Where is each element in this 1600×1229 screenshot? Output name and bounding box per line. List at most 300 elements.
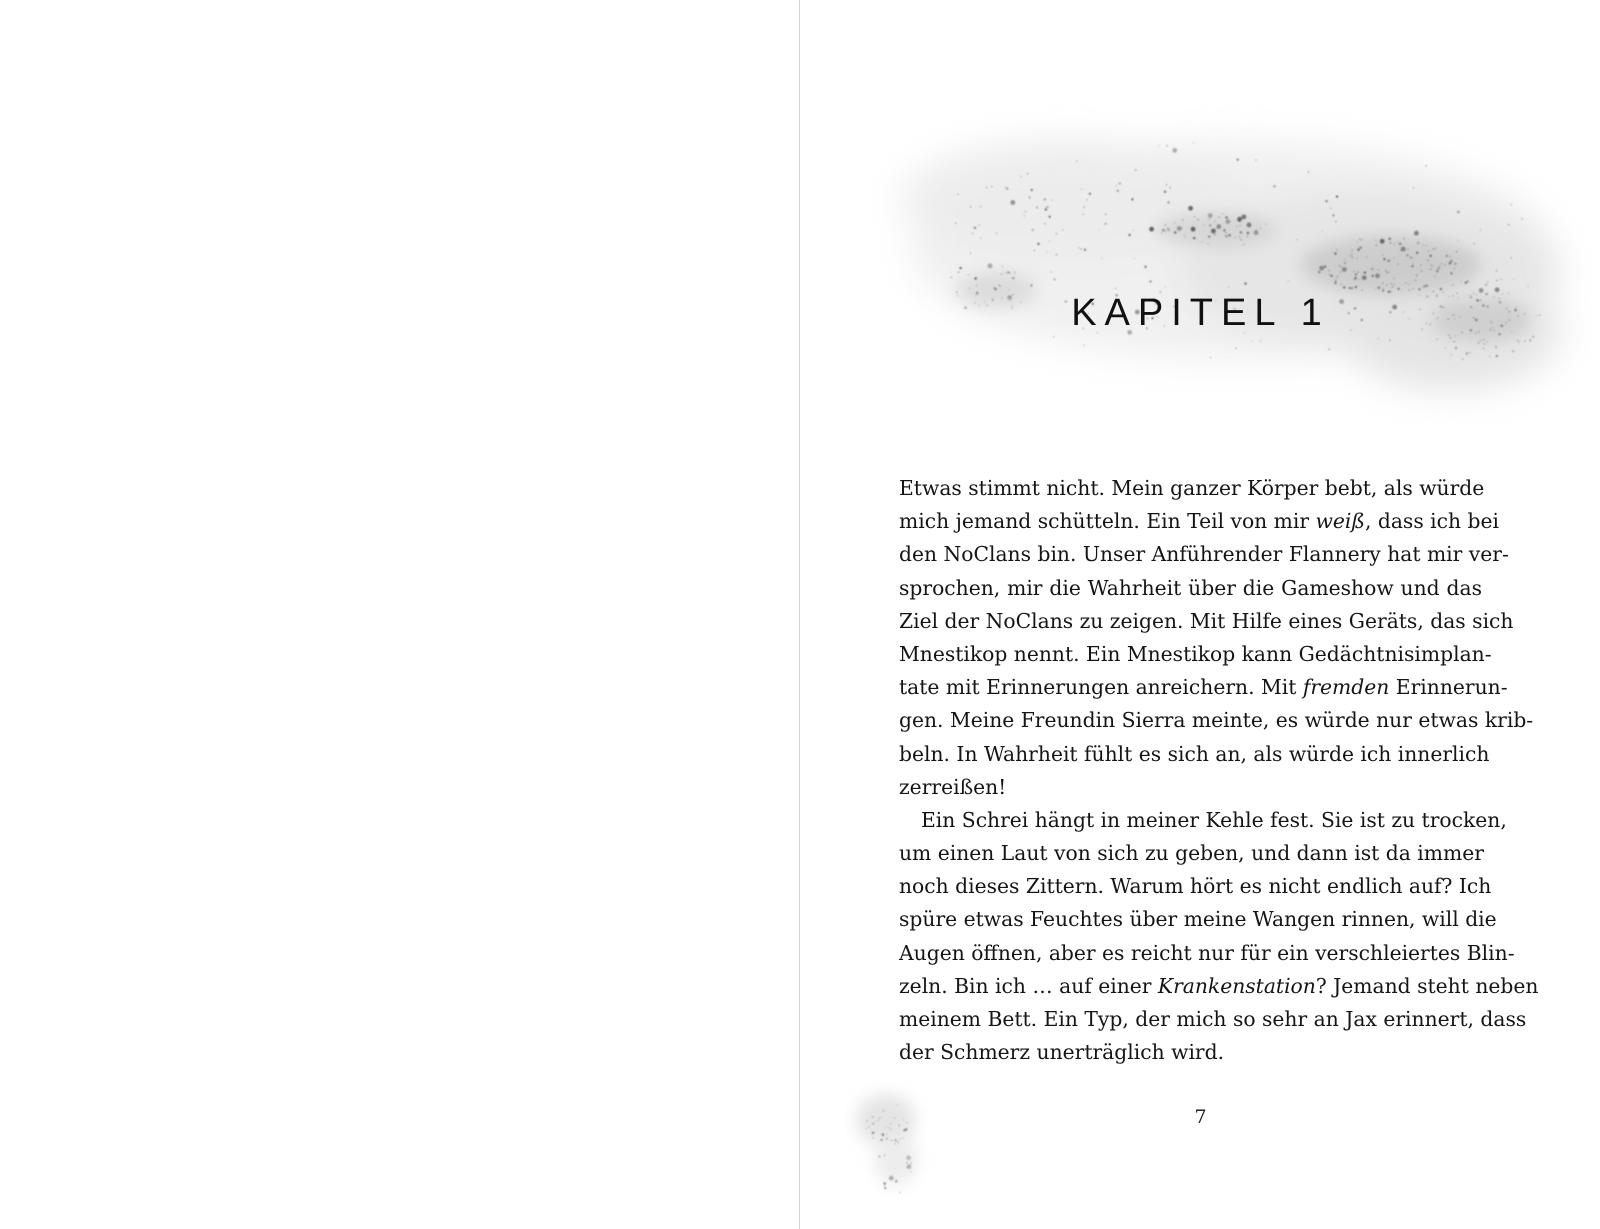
- star-dot: [993, 287, 994, 288]
- star-dot: [1203, 224, 1204, 225]
- star-dot: [1225, 216, 1227, 218]
- star-dot: [1342, 267, 1347, 272]
- star-dot: [1236, 226, 1237, 227]
- star-dot: [1178, 228, 1179, 229]
- star-dot: [1445, 264, 1446, 265]
- star-dot: [1371, 268, 1373, 270]
- star-dot: [1218, 228, 1219, 229]
- star-dot: [1247, 236, 1248, 237]
- star-dot: [1056, 233, 1057, 234]
- star-dot: [1484, 343, 1485, 344]
- star-dot: [1044, 223, 1045, 224]
- star-dot: [1340, 266, 1341, 267]
- star-dot: [1415, 280, 1416, 281]
- star-dot: [1501, 279, 1502, 280]
- star-dot: [1434, 276, 1435, 277]
- star-dot: [1260, 228, 1261, 229]
- star-dot: [1399, 243, 1401, 245]
- star-dot: [895, 1143, 896, 1144]
- star-dot: [1169, 230, 1170, 231]
- star-dot: [1412, 263, 1413, 264]
- star-dot: [1450, 337, 1451, 338]
- star-dot: [1445, 348, 1446, 349]
- star-dot: [1393, 284, 1394, 285]
- star-dot: [1216, 224, 1221, 229]
- star-dot: [1161, 232, 1162, 233]
- text-line: der Schmerz unerträglich wird.: [899, 1040, 1225, 1065]
- star-dot: [910, 1171, 911, 1172]
- star-dot: [988, 264, 993, 269]
- text-line: Etwas stimmt nicht. Mein ganzer Körper bebt, als würde: [899, 476, 1485, 500]
- star-dot: [1053, 336, 1054, 337]
- star-dot: [1332, 214, 1334, 216]
- star-dot: [1219, 217, 1220, 218]
- star-dot: [1466, 352, 1468, 354]
- star-dot: [1164, 191, 1166, 193]
- star-dot: [1239, 236, 1240, 237]
- star-dot: [1352, 257, 1353, 258]
- star-dot: [884, 1187, 886, 1189]
- star-dot: [1025, 211, 1026, 212]
- star-dot: [1049, 241, 1050, 242]
- chapter-title: KAPITEL 1: [1071, 292, 1330, 334]
- star-dot: [1225, 235, 1227, 237]
- star-dot: [1449, 262, 1451, 264]
- star-dot: [1361, 239, 1362, 240]
- star-dot: [1116, 185, 1117, 186]
- star-dot: [1048, 206, 1049, 207]
- star-dot: [1001, 274, 1002, 275]
- star-dot: [1237, 159, 1239, 161]
- chapter-body-text: [899, 472, 1539, 1069]
- star-dot: [1437, 339, 1438, 340]
- star-dot: [907, 1164, 912, 1169]
- star-dot: [1182, 219, 1183, 220]
- star-dot: [998, 285, 999, 286]
- star-dot: [1435, 248, 1436, 249]
- star-dot: [980, 206, 981, 207]
- star-dot: [1051, 271, 1052, 272]
- starfield-nebula-illustration: [871, 80, 1591, 460]
- star-dot: [1324, 266, 1326, 268]
- star-dot: [1378, 270, 1379, 271]
- star-dot: [1357, 249, 1359, 251]
- star-dot: [1172, 148, 1177, 153]
- star-dot: [1349, 255, 1350, 256]
- star-dot: [1037, 243, 1039, 245]
- star-dot: [1393, 278, 1394, 279]
- star-dot: [1397, 264, 1398, 265]
- text-line: noch dieses Zittern. Warum hört es nicht endlich auf? Ich: [899, 874, 1492, 899]
- star-dot: [1455, 336, 1456, 337]
- text-line: Ziel der NoClans zu zeigen. Mit Hilfe eines Geräts, das sich: [899, 608, 1514, 633]
- star-dot: [1439, 266, 1440, 267]
- star-dot: [1496, 355, 1498, 357]
- star-dot: [1005, 187, 1006, 188]
- star-dot: [1201, 242, 1202, 243]
- star-dot: [1405, 282, 1406, 283]
- star-dot: [1084, 249, 1086, 251]
- text-line: zerreißen!: [899, 774, 1007, 799]
- star-dot: [884, 1185, 885, 1186]
- star-dot: [1208, 236, 1210, 238]
- star-dot: [1513, 278, 1514, 279]
- star-dot: [1193, 237, 1195, 239]
- star-dot: [1413, 288, 1414, 289]
- star-dot: [1362, 290, 1363, 291]
- star-dot: [1517, 340, 1518, 341]
- star-dot: [1255, 160, 1256, 161]
- star-dot: [1051, 199, 1052, 200]
- star-dot: [1288, 280, 1289, 281]
- text-line: Mnestikop nennt. Ein Mnestikop kann Gedächtnisimplan-: [899, 641, 1492, 666]
- star-dot: [1389, 238, 1391, 240]
- star-dot: [1357, 241, 1358, 242]
- text-line: mich jemand schütteln. Ein Teil von mir weiß, dass ich bei: [899, 509, 1500, 534]
- star-dot: [974, 227, 976, 229]
- star-dot: [1487, 281, 1488, 282]
- star-dot: [1398, 288, 1400, 290]
- star-dot: [1208, 219, 1209, 220]
- star-dot: [1392, 286, 1393, 287]
- star-dot: [1375, 273, 1380, 278]
- star-dot: [1149, 227, 1154, 232]
- star-dot: [1181, 228, 1182, 229]
- star-dot: [1242, 215, 1247, 220]
- star-dot: [1480, 229, 1481, 230]
- star-dot: [1397, 242, 1398, 243]
- star-dot: [1344, 259, 1345, 260]
- text-line: meinem Bett. Ein Typ, der mich so sehr an Jax erinnert, dass: [899, 1007, 1527, 1031]
- star-dot: [1427, 260, 1428, 261]
- star-dot: [1208, 213, 1213, 218]
- star-dot: [1319, 266, 1324, 271]
- star-dot: [1394, 257, 1395, 258]
- star-dot: [1260, 340, 1261, 341]
- star-dot: [1009, 272, 1010, 273]
- star-dot: [1336, 195, 1338, 197]
- star-dot: [1014, 273, 1015, 274]
- star-dot: [1512, 350, 1514, 352]
- star-dot: [1165, 231, 1166, 232]
- star-dot: [1406, 254, 1408, 256]
- star-dot: [1427, 285, 1428, 286]
- star-dot: [1433, 248, 1434, 249]
- star-dot: [1456, 251, 1457, 252]
- star-dot: [1335, 279, 1336, 280]
- star-dot: [1489, 356, 1490, 357]
- star-dot: [900, 1138, 901, 1139]
- emphasized-word: fremden: [1302, 675, 1390, 700]
- star-dot: [1062, 229, 1063, 230]
- star-dot: [1426, 245, 1427, 246]
- star-dot: [1389, 242, 1391, 244]
- star-dot: [1420, 265, 1421, 266]
- star-dot: [1334, 252, 1336, 254]
- star-dot: [1487, 341, 1488, 342]
- star-dot: [1009, 289, 1010, 290]
- emphasized-word: Krankenstation: [1157, 973, 1316, 998]
- star-dot: [1436, 270, 1438, 272]
- star-dot: [1144, 266, 1146, 268]
- star-dot: [889, 1176, 894, 1181]
- star-dot: [1353, 271, 1354, 272]
- star-dot: [898, 1142, 899, 1143]
- star-dot: [1388, 260, 1390, 262]
- star-dot: [1440, 288, 1442, 290]
- star-dot: [1078, 247, 1079, 248]
- star-dot: [1483, 339, 1484, 340]
- star-dot: [1341, 284, 1342, 285]
- star-dot: [1166, 184, 1167, 185]
- page-number: 7: [1194, 1106, 1207, 1128]
- star-dot: [1432, 265, 1433, 266]
- star-dot: [1167, 145, 1168, 146]
- star-dot: [1496, 280, 1497, 281]
- text-line: tate mit Erinnerungen anreichern. Mit fremden Erinnerun-: [899, 675, 1508, 700]
- star-dot: [1244, 282, 1246, 284]
- star-dot: [887, 1134, 888, 1135]
- star-dot: [1211, 229, 1216, 234]
- star-dot: [996, 232, 997, 233]
- star-dot: [1318, 271, 1320, 273]
- star-dot: [1508, 224, 1509, 225]
- star-dot: [1417, 274, 1418, 275]
- star-dot: [1411, 265, 1413, 267]
- star-dot: [1334, 282, 1336, 284]
- star-dot: [1467, 280, 1469, 282]
- text-line: den NoClans bin. Unser Anführender Flannery hat mir ver-: [899, 542, 1509, 567]
- star-dot: [1372, 275, 1374, 277]
- star-dot: [1404, 238, 1405, 239]
- star-dot: [1382, 283, 1383, 284]
- star-dot: [895, 1180, 897, 1182]
- star-dot: [1240, 225, 1241, 226]
- star-dot: [1530, 340, 1531, 341]
- star-dot: [1457, 240, 1458, 241]
- star-dot: [1480, 340, 1481, 341]
- star-dot: [1461, 281, 1462, 282]
- star-dot: [907, 1162, 908, 1163]
- star-dot: [994, 288, 996, 290]
- star-dot: [1225, 232, 1226, 233]
- star-dot: [1328, 270, 1329, 271]
- star-dot: [1247, 232, 1249, 234]
- star-dot: [1453, 284, 1454, 285]
- star-dot: [1031, 229, 1033, 231]
- star-dot: [1006, 187, 1008, 189]
- star-dot: [906, 1155, 911, 1160]
- star-dot: [1007, 271, 1009, 273]
- star-dot: [911, 1163, 912, 1164]
- star-dot: [1330, 275, 1332, 277]
- star-dot: [1511, 257, 1512, 258]
- star-dot: [1356, 258, 1357, 259]
- star-dot: [976, 285, 977, 286]
- star-dot: [1414, 231, 1419, 236]
- star-dot: [1390, 283, 1391, 284]
- star-dot: [1170, 187, 1171, 188]
- star-dot: [903, 1129, 905, 1131]
- star-dot: [970, 206, 971, 207]
- star-dot: [890, 1129, 891, 1130]
- star-dot: [1359, 279, 1360, 280]
- star-dot: [955, 223, 956, 224]
- star-dot: [1485, 284, 1487, 286]
- star-dot: [1424, 285, 1426, 287]
- star-dot: [1352, 250, 1353, 251]
- star-dot: [1223, 229, 1225, 231]
- star-dot: [884, 1155, 885, 1156]
- star-dot: [1117, 190, 1119, 192]
- star-dot: [1228, 287, 1229, 288]
- star-dot: [958, 272, 959, 273]
- star-dot: [886, 1137, 888, 1139]
- star-dot: [1128, 234, 1130, 236]
- star-dot: [1089, 193, 1091, 195]
- star-dot: [1002, 266, 1003, 267]
- star-dot: [1081, 189, 1082, 190]
- star-dot: [1235, 237, 1236, 238]
- star-dot: [1382, 255, 1383, 256]
- star-dot: [951, 277, 952, 278]
- star-dot: [1027, 173, 1028, 174]
- star-dot: [1104, 223, 1106, 225]
- star-dot: [882, 1133, 884, 1135]
- star-dot: [1159, 145, 1160, 146]
- star-dot: [1119, 182, 1121, 184]
- star-dot: [1388, 272, 1389, 273]
- star-dot: [1429, 255, 1431, 257]
- star-dot: [1005, 272, 1006, 273]
- star-dot: [1335, 281, 1336, 282]
- star-dot: [1524, 340, 1525, 341]
- star-dot: [1083, 345, 1084, 346]
- star-dot: [1197, 219, 1198, 220]
- star-dot: [1455, 347, 1457, 349]
- star-dot: [1273, 185, 1275, 187]
- star-dot: [1340, 272, 1341, 273]
- star-dot: [891, 1140, 892, 1141]
- text-line: Augen öffnen, aber es reicht nur für ein verschleiertes Blin-: [899, 940, 1515, 965]
- star-dot: [980, 237, 981, 238]
- star-dot: [1149, 280, 1151, 282]
- star-dot: [1266, 224, 1267, 225]
- star-dot: [1028, 196, 1030, 198]
- star-dot: [1254, 230, 1259, 235]
- star-dot: [959, 267, 961, 269]
- star-dot: [1454, 268, 1455, 269]
- star-dot: [1045, 208, 1047, 210]
- star-dot: [1131, 198, 1133, 200]
- star-dot: [1115, 288, 1116, 289]
- star-dot: [1135, 169, 1136, 170]
- star-dot: [1357, 272, 1358, 273]
- star-dot: [873, 1137, 874, 1138]
- star-dot: [1056, 254, 1057, 255]
- star-dot: [1428, 250, 1429, 251]
- star-dot: [1101, 258, 1102, 259]
- star-dot: [1522, 218, 1523, 219]
- star-dot: [1214, 221, 1215, 222]
- star-dot: [1134, 258, 1135, 259]
- star-dot: [1344, 262, 1346, 264]
- star-dot: [903, 1138, 904, 1139]
- star-dot: [1046, 251, 1047, 252]
- star-dot: [1430, 264, 1431, 265]
- star-dot: [1376, 244, 1377, 245]
- star-dot: [1053, 278, 1055, 280]
- star-dot: [1354, 279, 1355, 280]
- star-dot: [1410, 257, 1412, 259]
- star-dot: [957, 194, 958, 195]
- star-dot: [1355, 286, 1357, 288]
- star-dot: [1450, 256, 1451, 257]
- star-dot: [1454, 341, 1455, 342]
- text-line: um einen Laut von sich zu geben, und dann ist da immer: [899, 841, 1484, 866]
- star-dot: [1389, 340, 1390, 341]
- star-dot: [969, 288, 970, 289]
- star-dot: [1483, 348, 1484, 349]
- star-dot: [1518, 342, 1519, 343]
- star-dot: [1413, 187, 1414, 188]
- text-line: Ein Schrei hängt in meiner Kehle fest. Sie ist zu trocken,: [921, 807, 1507, 832]
- star-dot: [1083, 207, 1084, 208]
- star-dot: [1383, 287, 1384, 288]
- star-dot: [1237, 217, 1242, 222]
- star-dot: [1423, 245, 1424, 246]
- star-dot: [1417, 242, 1419, 244]
- star-dot: [1446, 255, 1448, 257]
- star-dot: [1409, 284, 1410, 285]
- star-dot: [1469, 352, 1470, 353]
- star-dot: [1532, 336, 1534, 338]
- star-dot: [1251, 341, 1252, 342]
- star-dot: [1036, 206, 1038, 208]
- star-dot: [1165, 286, 1166, 287]
- star-dot: [1243, 244, 1244, 245]
- star-dot: [1474, 243, 1475, 244]
- star-dot: [1337, 276, 1338, 277]
- star-dot: [1247, 223, 1252, 228]
- star-dot: [1031, 189, 1033, 191]
- star-dot: [1378, 338, 1379, 339]
- star-dot: [1241, 239, 1242, 240]
- star-dot: [1014, 271, 1015, 272]
- star-dot: [1083, 214, 1084, 215]
- star-dot: [1527, 286, 1528, 287]
- star-dot: [1462, 359, 1463, 360]
- text-line: beln. In Wahrheit fühlt es sich an, als würde ich innerlich: [899, 741, 1490, 766]
- star-dot: [970, 253, 971, 254]
- star-dot: [1495, 347, 1496, 348]
- star-dot: [1194, 216, 1195, 217]
- star-dot: [1329, 274, 1330, 275]
- star-dot: [1495, 346, 1496, 347]
- star-dot: [1228, 234, 1230, 236]
- star-dot: [1044, 198, 1046, 200]
- emphasized-word: weiß: [1315, 509, 1365, 534]
- star-dot: [1430, 269, 1431, 270]
- star-dot: [986, 187, 987, 188]
- text-line: gen. Meine Freundin Sierra meinte, es würde nur etwas krib-: [899, 708, 1534, 733]
- star-dot: [1308, 172, 1309, 173]
- star-dot: [1034, 250, 1035, 251]
- star-dot: [1167, 228, 1169, 230]
- star-dot: [1409, 289, 1410, 290]
- star-dot: [1329, 349, 1330, 350]
- star-dot: [1012, 277, 1014, 279]
